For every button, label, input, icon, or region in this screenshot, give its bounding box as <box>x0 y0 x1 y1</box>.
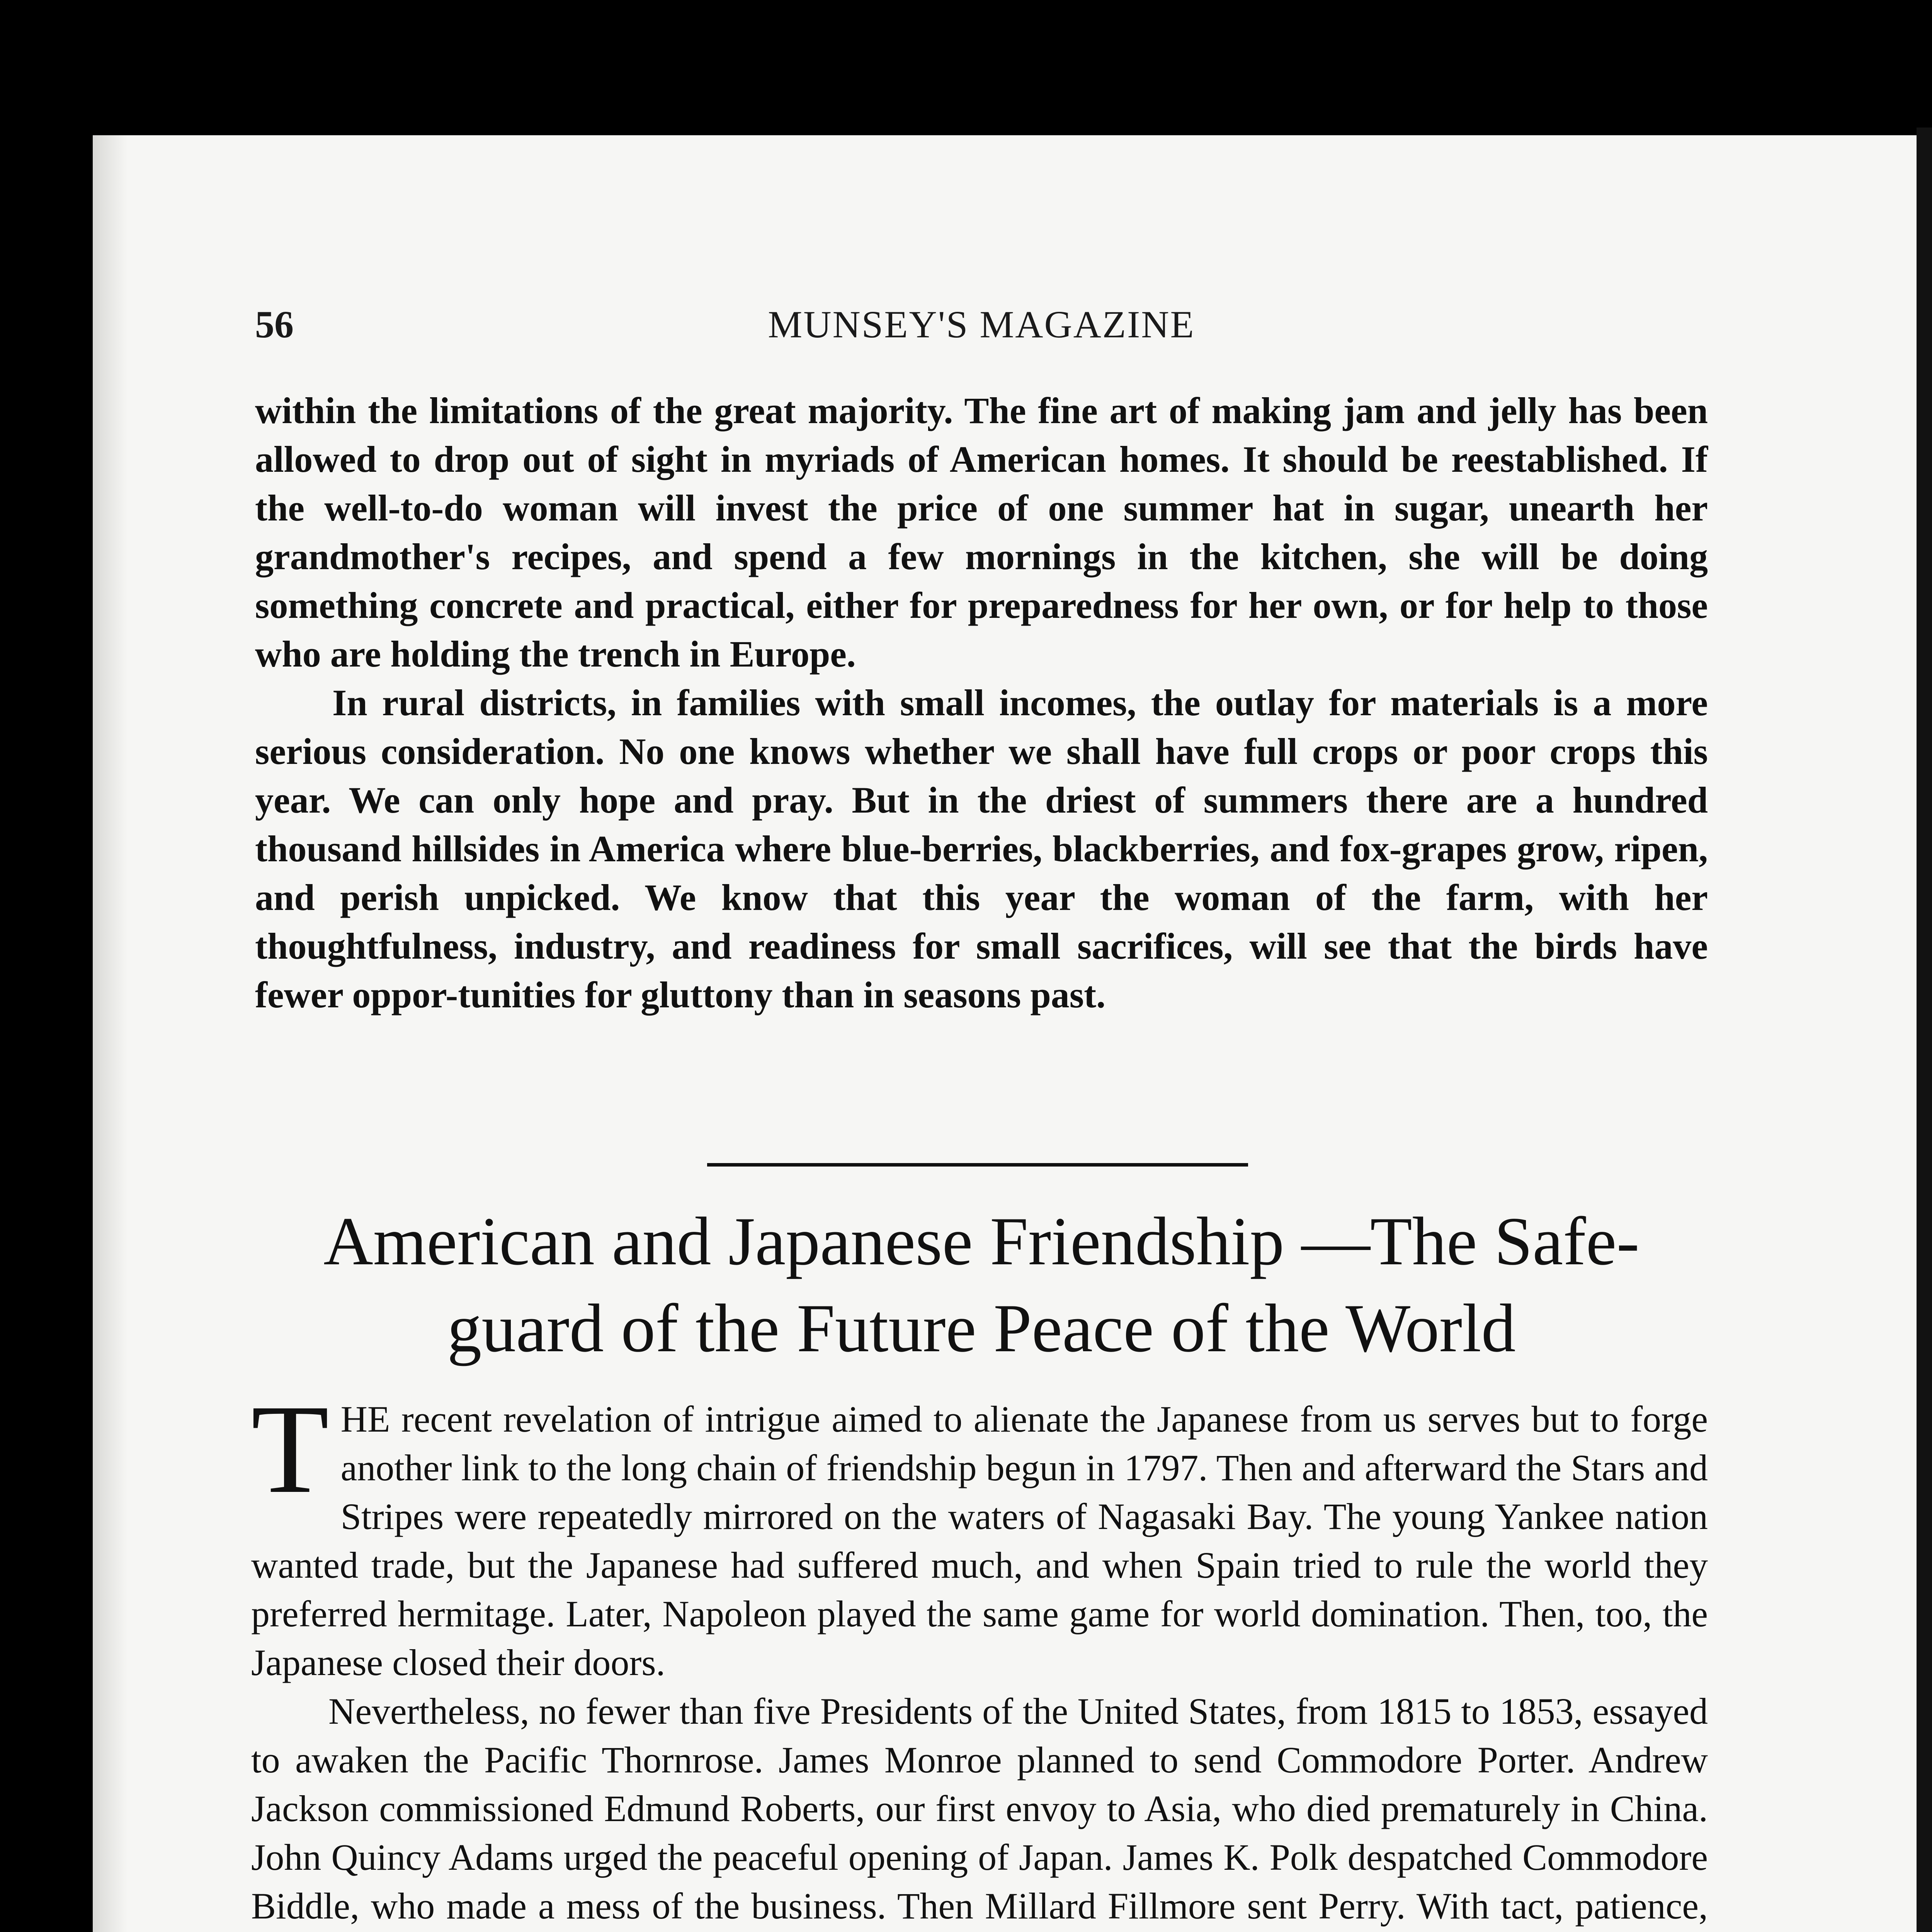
article-body <box>251 1379 1708 1932</box>
page-gutter-shadow <box>93 135 128 1932</box>
book-spine <box>1917 128 1932 1932</box>
article-title <box>216 1198 1747 1372</box>
running-head <box>255 302 1708 356</box>
continued-article-text <box>255 386 1708 1019</box>
section-divider <box>707 1163 1248 1167</box>
drop-cap: T <box>251 1379 329 1520</box>
paragraph: Nevertheless, no fewer than five Presidents of the United States, from 1815 to 1853, essayed to awaken the Pacific Thornrose. James Monroe planned to send Commodore Porter. Andrew Jackson commissioned Edmund Roberts, our first envoy to Asia, who died prematurely in China. John Quincy Adams urged the peaceful opening of Japan. James K. Polk despatched Commodore Biddle, who made a mess of the business. Then Millard Fillmore sent Perry. With tact, patience, <box>251 1690 1708 1927</box>
article-title-line-2: guard of the Future Peace of the World <box>447 1290 1516 1366</box>
page-number: 56 <box>255 303 294 346</box>
paragraph: within the limitations of the great majority. The fine art of making jam and jelly has been allowed to drop out of sight in myriads of American homes. It should be reestablished. If the well-to-do woman will invest the price of one summer hat in sugar, unearth her grandmother's recipes, and spend a few mornings in the kitchen, she will be doing something concrete and practical, either for preparedness for her own, or for help to those who are holding the trench in Europe. <box>255 390 1708 675</box>
paragraph <box>251 1379 1708 1687</box>
running-title: MUNSEY'S MAGAZINE <box>768 303 1195 346</box>
paragraph: In rural districts, in families with small incomes, the outlay for materials is a more serious consideration. No one knows whether we shall have full crops or poor crops this year. We can only hope and pray. But in the driest of summers there are a hundred thousand hillsides in America where blue-berries, blackberries, and fox-grapes grow, ripen, and perish unpicked. We know that this year the woman of the farm, with her thoughtfulness, industry, and readiness for small sacrifices, will see that the birds have fewer oppor-tunities for gluttony than in seasons past. <box>255 682 1708 1015</box>
paragraph-text: HE recent revelation of intrigue aimed to alienate the Japanese from us serves but to forge another link to the long chain of friendship begun in 1797. Then and afterward the Stars and Stripes were repeatedly mirrored on the waters of Nagasaki Bay. The young Yankee nation wanted trade, but the Japanese had suffered much, and when Spain tried to rule the world they preferred hermitage. Later, Napoleon played the same game for world domination. Then, too, the Japanese closed their doors. <box>251 1398 1708 1683</box>
article-title-line-1: American and Japanese Friendship —The Safe- <box>323 1203 1639 1279</box>
